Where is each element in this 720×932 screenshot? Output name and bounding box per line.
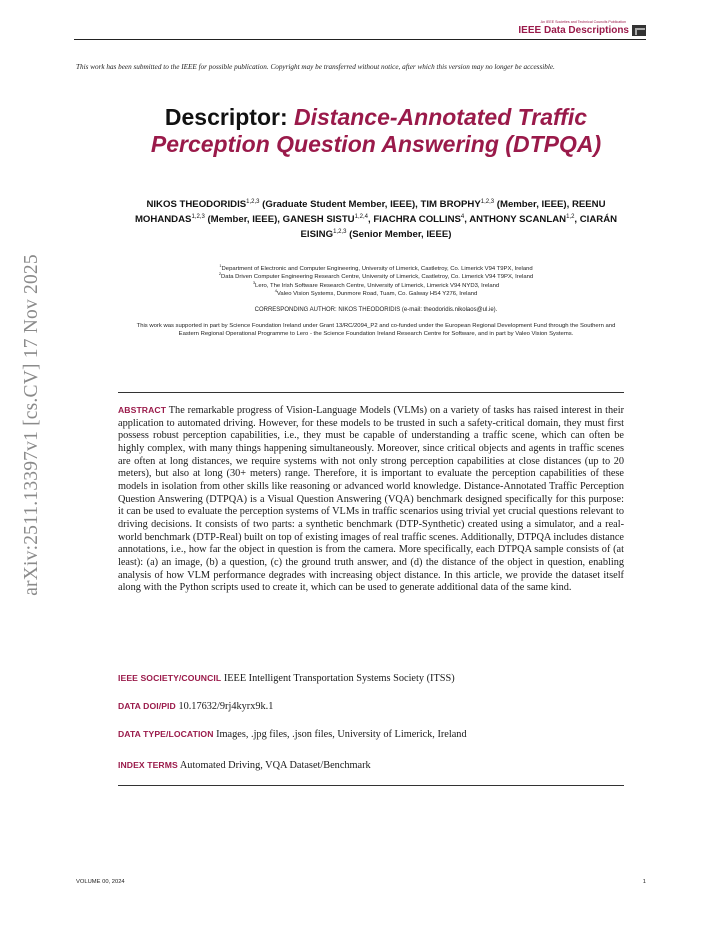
affiliation-number: 3	[252, 279, 256, 285]
society-value: IEEE Intelligent Transportation Systems Society (ITSS)	[223, 673, 455, 684]
affiliation-number: 2	[218, 271, 222, 277]
publisher-tagline: An IEEE Societies and Technical Councils Publication	[540, 20, 626, 24]
author-affil: 1,2,3	[246, 198, 260, 205]
index-terms-value: Automated Driving, VQA Dataset/Benchmark	[179, 760, 371, 771]
author-note: ,	[367, 214, 374, 225]
author-note: ,	[464, 214, 470, 225]
affiliation-line	[120, 279, 632, 290]
author-name: TIM BROPHY	[420, 199, 481, 210]
author-name: NIKOS THEODORIDIS	[146, 199, 247, 210]
page-number: 1	[642, 879, 646, 885]
funding-statement: This work was supported in part by Science Foundation Ireland under Grant 13/RC/2094_P2 and co-funded under the European Regional Development Fund through the Southern and Eastern Regional Operational Programme to Lero - the Science Foundation Ireland Research Centre for Software, and in part by Valeo Vision Systems.	[136, 323, 616, 337]
footer-volume: VOLUME 00, 2024	[76, 879, 125, 885]
arxiv-stamp	[14, 254, 50, 596]
author-affil: 1,2,3	[480, 198, 495, 205]
affiliation-number: 4	[274, 287, 277, 293]
running-header	[74, 22, 646, 40]
society-label: IEEE SOCIETY/COUNCIL	[118, 673, 222, 683]
affiliation-line	[120, 265, 632, 273]
author-note: (Graduate Student Member, IEEE),	[259, 199, 421, 210]
affiliation-text: Lero, The Irish Software Research Centre, University of Limerick, Limerick V94 NYD3, Ireland	[255, 282, 500, 289]
author-name: FIACHRA COLLINS	[373, 214, 461, 225]
author-note: (Member, IEEE),	[494, 199, 572, 210]
doi-value[interactable]: 10.17632/9rj4kyrx9k.1	[178, 701, 274, 712]
arxiv-identifier: arXiv:2511.13397v1 [cs.CV] 17 Nov 2025	[21, 254, 42, 596]
affiliation-text: Data Driven Computer Engineering Research Centre, University of Limerick, Castletroy, Co. Limerick V94 T9PX, Ireland	[221, 274, 534, 281]
doi-field	[118, 700, 624, 713]
title-main: Distance-Annotated Traffic Perception Question Answering (DTPQA)	[150, 104, 602, 157]
paper-title	[110, 104, 642, 158]
author-affil: 4	[460, 213, 465, 220]
data-type-value: Images, .jpg files, .json files, University of Limerick, Ireland	[216, 729, 467, 740]
author-name: REENU MOHANDAS	[134, 199, 606, 225]
affiliation-line	[120, 287, 632, 298]
author-name: ANTHONY SCANLAN	[469, 214, 567, 225]
journal-name: IEEE Data Descriptions	[518, 25, 629, 36]
author-affil: 1,2,3	[191, 213, 205, 220]
author-affil: 1,2	[566, 213, 575, 220]
data-type-field	[118, 728, 624, 741]
title-prefix: Descriptor:	[164, 104, 288, 130]
corresponding-author: CORRESPONDING AUTHOR: NIKOS THEODORIDIS (e-mail: theodoridis.nikolaos@ul.ie).	[254, 307, 498, 313]
author-name: CIARÁN EISING	[300, 214, 618, 240]
affiliation-text: Valeo Vision Systems, Dunmore Road, Tuam, Co. Galway H54 Y276, Ireland	[276, 290, 478, 297]
abstract-bottom-rule	[118, 785, 624, 786]
affiliation-number: 1	[219, 263, 222, 269]
abstract-top-rule	[118, 392, 624, 393]
affiliation-line	[120, 273, 632, 281]
author-note: ,	[574, 214, 580, 225]
abstract-block	[118, 404, 624, 595]
affiliation-text: Department of Electronic and Computer Engineering, University of Limerick, Castletroy, Co. Limerick V94 T9PX, Ireland	[221, 266, 533, 272]
journal-brand	[518, 20, 646, 36]
author-note: (Member, IEEE),	[204, 214, 283, 225]
author-name: GANESH SISTU	[282, 214, 355, 225]
author-note: (Senior Member, IEEE)	[346, 229, 452, 240]
copyright-notice: This work has been submitted to the IEEE for possible publication. Copyright may be transferred without notice, after which this version may no longer be accessible.	[76, 63, 555, 71]
author-list	[128, 197, 624, 242]
society-field	[118, 672, 624, 685]
index-terms-label: INDEX TERMS	[118, 760, 178, 770]
abstract-label: ABSTRACT	[118, 405, 167, 415]
author-affil: 1,2,4	[354, 213, 368, 220]
ieee-logo-icon	[632, 25, 646, 36]
abstract-text: The remarkable progress of Vision-Language Models (VLMs) on a variety of tasks has raised interest in their application to automated driving. However, for these models to be trusted in such a safety-critical domain, they must first possess robust perception capabilities, i.e., they must be capable of understanding a traffic scene, which can often be highly complex, with many things happening simultaneously. Moreover, since critical objects and agents in traffic scenes are often at long distances, we require systems with not only strong perception capabilities at close distances (up to 20 meters), but also at long (30+ meters) range. Therefore, it is important to evaluate the perception capabilities of these models in isolation from other skills like reasoning or advanced world knowledge. Distance-Annotated Traffic Perception Question Answering (DTPQA) is a Visual Question Answering (VQA) benchmark designed specifically for this purpose: it can be used to evaluate the perception systems of VLMs in traffic scenarios using trivial yet crucial questions relevant to driving decisions. It consists of two parts: a synthetic benchmark (DTP-Synthetic) created using a simulator, and a real-world benchmark (DTP-Real) built on top of existing images of real traffic scenes. Additionally, DTPQA includes distance annotations, i.e., how far the object in question is from the camera. More specifically, each DTPQA sample consists of (at least): (a) an image, (b) a question, (c) the ground truth answer, and (d) the distance of the object in question, enabling analysis of how VLM performance degrades with increasing object distance. In this article, we provide the dataset itself along with the Python scripts used to create it, which can be used to generate additional data of the same kind.	[118, 405, 624, 594]
author-affil: 1,2,3	[333, 228, 347, 235]
doi-label: DATA DOI/PID	[118, 701, 176, 711]
index-terms-field	[118, 759, 624, 772]
data-type-label: DATA TYPE/LOCATION	[118, 729, 214, 739]
affiliations	[120, 265, 632, 298]
